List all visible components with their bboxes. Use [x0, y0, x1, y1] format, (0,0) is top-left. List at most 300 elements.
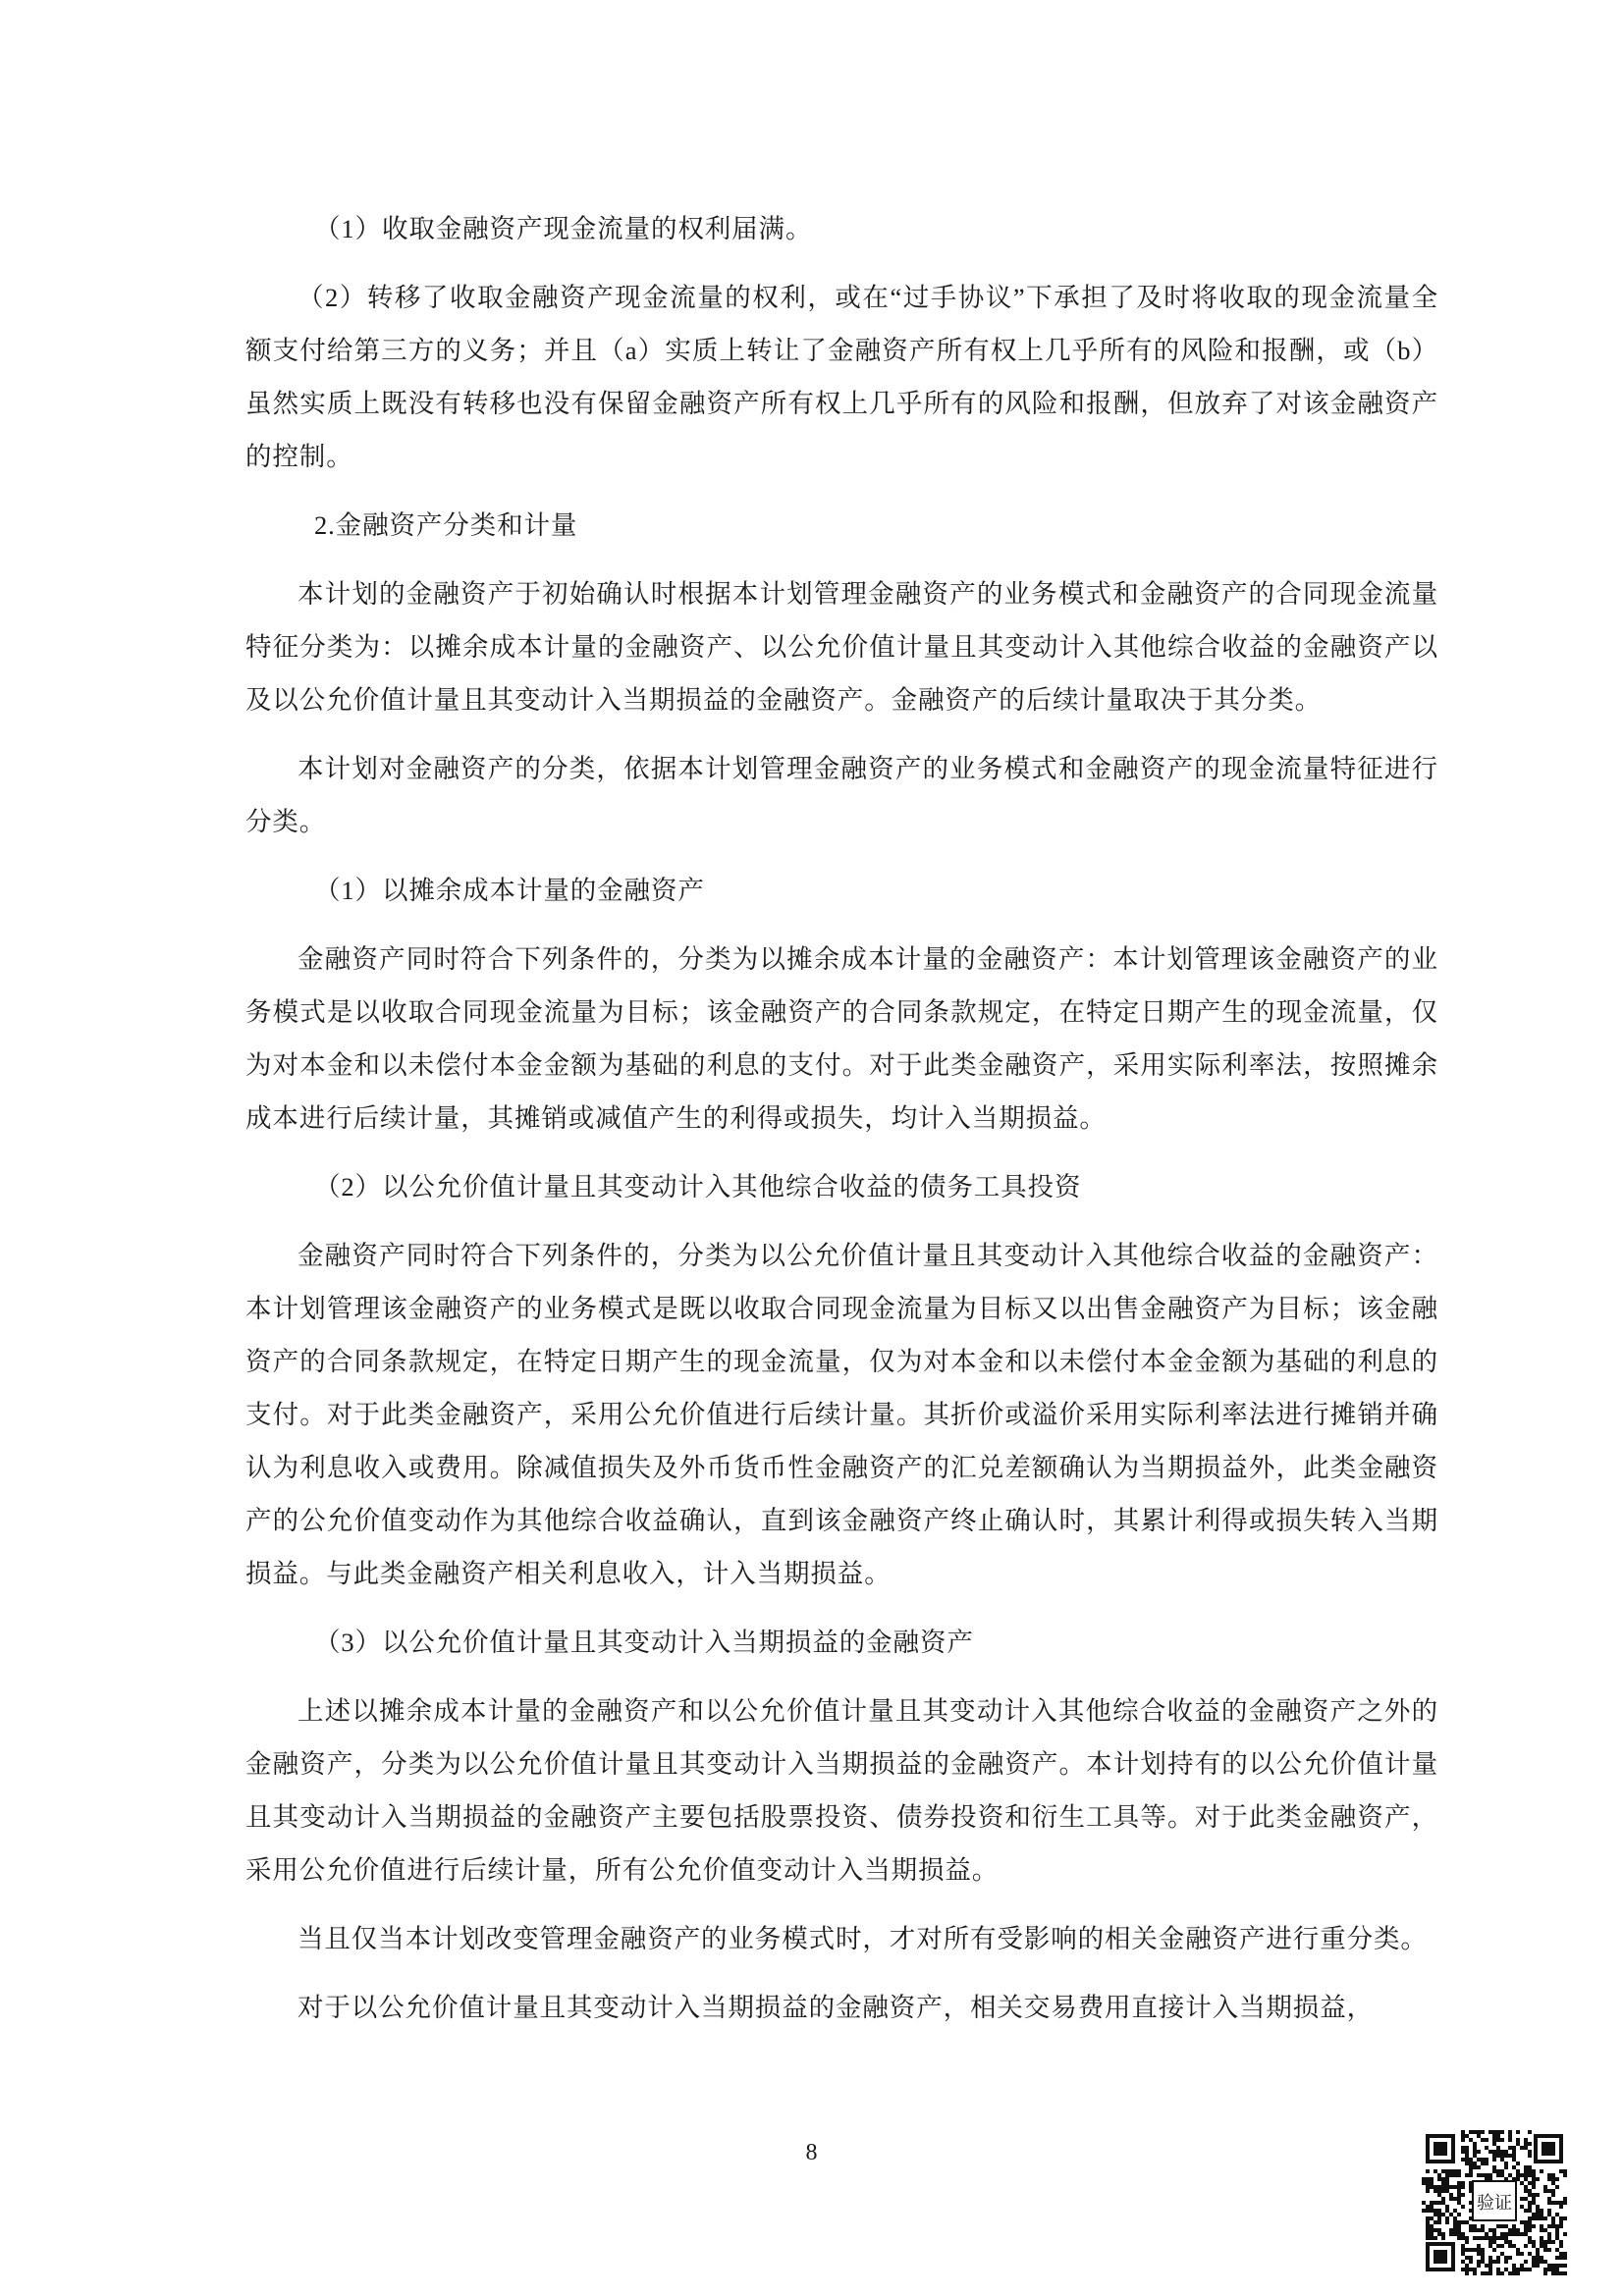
qr-module: [1469, 2224, 1473, 2228]
qr-module: [1555, 2224, 1559, 2228]
qr-module: [1496, 2138, 1500, 2142]
qr-module: [1437, 2177, 1441, 2181]
qr-module: [1426, 2205, 1430, 2209]
qr-module: [1434, 2213, 1437, 2216]
qr-module: [1465, 2220, 1469, 2224]
qr-module: [1532, 2201, 1536, 2205]
qr-module: [1528, 2130, 1532, 2134]
qr-module: [1449, 2169, 1453, 2173]
qr-module: [1492, 2240, 1496, 2244]
qr-module: [1437, 2193, 1441, 2197]
qr-module: [1457, 2213, 1461, 2216]
qr-module: [1547, 2189, 1551, 2193]
qr-module: [1449, 2213, 1453, 2216]
qr-module: [1481, 2271, 1485, 2275]
qr-module: [1543, 2185, 1547, 2189]
qr-module: [1445, 2181, 1449, 2185]
qr-module: [1543, 2189, 1547, 2193]
qr-module: [1508, 2228, 1512, 2232]
body-paragraph: 本计划的金融资产于初始确认时根据本计划管理金融资产的业务模式和金融资产的合同现金流量特征分类为：以摊余成本计量的金融资产、以公允价值计量且其变动计入其他综合收益的金融资产以及以公允价值计量且其变动计入当期损益的金融资产。金融资产的后续计量取决于其分类。: [245, 579, 1438, 715]
qr-module: [1551, 2264, 1555, 2268]
qr-module: [1453, 2185, 1457, 2189]
qr-module: [1528, 2268, 1532, 2271]
qr-module: [1488, 2271, 1492, 2275]
qr-module: [1536, 2260, 1540, 2264]
verification-qr-code[interactable]: [1422, 2130, 1567, 2275]
qr-module: [1441, 2197, 1445, 2201]
list-item-heading: （1）收取金融资产现金流量的权利届满。: [314, 214, 813, 243]
qr-module: [1426, 2224, 1430, 2228]
qr-module: [1469, 2173, 1473, 2177]
qr-module: [1555, 2264, 1559, 2268]
qr-module: [1524, 2197, 1528, 2201]
qr-module: [1540, 2240, 1543, 2244]
qr-module: [1532, 2169, 1536, 2173]
qr-module: [1434, 2220, 1437, 2224]
qr-module: [1430, 2224, 1434, 2228]
qr-module: [1516, 2138, 1520, 2142]
qr-module: [1528, 2228, 1532, 2232]
qr-module: [1441, 2181, 1445, 2185]
qr-module: [1457, 2181, 1461, 2185]
qr-module: [1551, 2268, 1555, 2271]
qr-module: [1551, 2216, 1555, 2220]
qr-module: [1445, 2185, 1449, 2189]
qr-module: [1524, 2232, 1528, 2236]
qr-module: [1563, 2232, 1567, 2236]
subsection-heading: （2）以公允价值计量且其变动计入其他综合收益的债务工具投资: [314, 1172, 1082, 1201]
qr-module: [1508, 2232, 1512, 2236]
qr-module: [1469, 2248, 1473, 2252]
qr-module: [1559, 2216, 1563, 2220]
qr-module: [1477, 2130, 1481, 2134]
qr-module: [1422, 2201, 1426, 2205]
qr-module: [1500, 2224, 1504, 2228]
qr-module: [1457, 2220, 1461, 2224]
qr-module: [1551, 2193, 1555, 2197]
qr-module: [1473, 2248, 1477, 2252]
qr-module: [1536, 2193, 1540, 2197]
qr-module: [1481, 2224, 1485, 2228]
qr-module: [1532, 2256, 1536, 2260]
qr-module: [1520, 2268, 1524, 2271]
qr-module: [1449, 2173, 1453, 2177]
qr-module: [1520, 2197, 1524, 2201]
qr-module: [1520, 2173, 1524, 2177]
qr-module: [1528, 2216, 1532, 2220]
qr-module: [1540, 2244, 1543, 2248]
qr-module: [1485, 2146, 1488, 2150]
qr-module: [1430, 2209, 1434, 2213]
qr-module: [1430, 2205, 1434, 2209]
qr-module: [1547, 2224, 1551, 2228]
qr-module: [1477, 2165, 1481, 2169]
body-paragraph: （2）转移了收取金融资产现金流量的权利，或在“过手协议”下承担了及时将收取的现金流量全额支付给第三方的义务；并且（a）实质上转让了金融资产所有权上几乎所有的风险和报酬，或（b）虽然实质上既没有转移也没有保留金融资产所有权上几乎所有的风险和报酬，但放弃了对该金融资产的控制。: [245, 283, 1438, 471]
qr-module: [1461, 2232, 1465, 2236]
qr-module: [1524, 2224, 1528, 2228]
qr-module: [1532, 2193, 1536, 2197]
qr-module: [1528, 2189, 1532, 2193]
qr-module: [1520, 2264, 1524, 2268]
qr-module: [1528, 2220, 1532, 2224]
qr-module: [1437, 2185, 1441, 2189]
qr-module: [1512, 2264, 1516, 2268]
qr-module: [1473, 2142, 1477, 2146]
qr-module: [1473, 2228, 1477, 2232]
qr-module: [1488, 2256, 1492, 2260]
qr-module: [1441, 2213, 1445, 2216]
qr-module: [1496, 2260, 1500, 2264]
qr-module: [1461, 2146, 1465, 2150]
qr-module: [1532, 2173, 1536, 2177]
qr-module: [1504, 2256, 1508, 2260]
qr-module: [1437, 2189, 1441, 2193]
qr-module: [1563, 2173, 1567, 2177]
qr-module: [1532, 2240, 1536, 2244]
qr-module: [1453, 2220, 1457, 2224]
qr-module: [1445, 2209, 1449, 2213]
qr-module: [1453, 2228, 1457, 2232]
qr-module: [1488, 2240, 1492, 2244]
qr-module: [1445, 2205, 1449, 2209]
qr-module: [1449, 2185, 1453, 2189]
page-number: 8: [805, 2140, 818, 2165]
qr-module: [1477, 2252, 1481, 2256]
qr-module: [1422, 2177, 1426, 2181]
qr-module: [1512, 2158, 1516, 2162]
qr-module: [1485, 2264, 1488, 2268]
qr-module: [1492, 2248, 1496, 2252]
qr-module: [1524, 2220, 1528, 2224]
qr-module: [1481, 2130, 1485, 2134]
qr-module: [1461, 2220, 1465, 2224]
qr-module: [1434, 2209, 1437, 2213]
qr-module: [1551, 2173, 1555, 2177]
qr-module: [1540, 2209, 1543, 2213]
body-paragraph: 本计划对金融资产的分类，依据本计划管理金融资产的业务模式和金融资产的现金流量特征进行分类。: [245, 754, 1438, 836]
qr-module: [1528, 2154, 1532, 2158]
qr-module: [1508, 2244, 1512, 2248]
qr-module: [1485, 2138, 1488, 2142]
qr-module: [1532, 2213, 1536, 2216]
qr-module: [1559, 2201, 1563, 2205]
qr-module: [1524, 2189, 1528, 2193]
qr-finder-bottom-left: [1426, 2242, 1455, 2271]
qr-module: [1426, 2216, 1430, 2220]
qr-module: [1457, 2224, 1461, 2228]
qr-module: [1508, 2138, 1512, 2142]
qr-module: [1536, 2205, 1540, 2209]
qr-module: [1512, 2146, 1516, 2150]
qr-module: [1516, 2232, 1520, 2236]
qr-module: [1496, 2146, 1500, 2150]
qr-module: [1528, 2224, 1532, 2228]
qr-module: [1540, 2216, 1543, 2220]
qr-module: [1477, 2150, 1481, 2154]
qr-module: [1524, 2185, 1528, 2189]
qr-module: [1528, 2209, 1532, 2213]
qr-module: [1437, 2220, 1441, 2224]
qr-module: [1437, 2173, 1441, 2177]
qr-module: [1461, 2134, 1465, 2138]
qr-module: [1528, 2252, 1532, 2256]
qr-module: [1512, 2224, 1516, 2228]
qr-module: [1465, 2150, 1469, 2154]
qr-module: [1488, 2150, 1492, 2154]
qr-module: [1422, 2181, 1426, 2185]
qr-module: [1528, 2169, 1532, 2173]
qr-module: [1461, 2193, 1465, 2197]
qr-module: [1469, 2169, 1473, 2173]
qr-module: [1453, 2232, 1457, 2236]
qr-module: [1477, 2236, 1481, 2240]
qr-module: [1434, 2185, 1437, 2189]
qr-module: [1426, 2236, 1430, 2240]
qr-module: [1469, 2158, 1473, 2162]
qr-module: [1528, 2193, 1532, 2197]
body-paragraph: 金融资产同时符合下列条件的，分类为以公允价值计量且其变动计入其他综合收益的金融资产：本计划管理该金融资产的业务模式是既以收取合同现金流量为目标又以出售金融资产为目标；该金融资产的合同条款规定，在特定日期产生的现金流量，仅为对本金和以未偿付本金金额为基础的利息的支付。对于此类金融资产，采用公允价值进行后续计量。其折价或溢价采用实际利率法进行摊销并确认为利息收入或费用。除减值损失及外币货币性金融资产的汇兑差额确认为当期损益外，此类金融资产的公允价值变动作为其他综合收益确认，直到该金融资产终止确认时，其累计利得或损失转入当期损益。与此类金融资产相关利息收入，计入当期损益。: [245, 1241, 1438, 1588]
qr-module: [1445, 2220, 1449, 2224]
qr-module: [1516, 2268, 1520, 2271]
qr-module: [1536, 2177, 1540, 2181]
qr-module: [1555, 2248, 1559, 2252]
body-paragraph: 上述以摊余成本计量的金融资产和以公允价值计量且其变动计入其他综合收益的金融资产之外的金融资产，分类为以公允价值计量且其变动计入当期损益的金融资产。本计划持有的以公允价值计量且其变动计入当期损益的金融资产主要包括股票投资、债券投资和衍生工具等。对于此类金融资产，采用公允价值进行后续计量，所有公允价值变动计入当期损益。: [245, 1696, 1438, 1885]
qr-module: [1551, 2181, 1555, 2185]
qr-module: [1449, 2232, 1453, 2236]
qr-module: [1437, 2201, 1441, 2205]
qr-module: [1520, 2252, 1524, 2256]
qr-module: [1430, 2177, 1434, 2181]
qr-module: [1430, 2228, 1434, 2232]
qr-module: [1524, 2177, 1528, 2181]
qr-module: [1457, 2201, 1461, 2205]
qr-module: [1473, 2130, 1477, 2134]
qr-module: [1430, 2181, 1434, 2185]
qr-module: [1492, 2236, 1496, 2240]
document-body: [245, 202, 1438, 2050]
qr-module: [1465, 2240, 1469, 2244]
qr-module: [1563, 2201, 1567, 2205]
qr-module: [1543, 2216, 1547, 2220]
qr-module: [1496, 2236, 1500, 2240]
qr-module: [1461, 2185, 1465, 2189]
qr-module: [1508, 2271, 1512, 2275]
qr-module: [1508, 2256, 1512, 2260]
qr-module: [1473, 2165, 1477, 2169]
qr-module: [1524, 2169, 1528, 2173]
qr-module: [1465, 2248, 1469, 2252]
qr-module: [1469, 2228, 1473, 2232]
qr-module: [1520, 2220, 1524, 2224]
qr-module: [1477, 2244, 1481, 2248]
qr-module: [1508, 2130, 1512, 2134]
qr-module: [1551, 2189, 1555, 2193]
qr-module: [1543, 2268, 1547, 2271]
qr-module: [1469, 2165, 1473, 2169]
qr-module: [1492, 2232, 1496, 2236]
qr-module: [1536, 2252, 1540, 2256]
qr-module: [1473, 2162, 1477, 2165]
qr-module: [1504, 2150, 1508, 2154]
qr-module: [1453, 2169, 1457, 2173]
qr-module: [1477, 2248, 1481, 2252]
qr-module: [1547, 2177, 1551, 2181]
qr-module: [1434, 2201, 1437, 2205]
body-paragraph: 金融资产同时符合下列条件的，分类为以摊余成本计量的金融资产：本计划管理该金融资产的业务模式是以收取合同现金流量为目标；该金融资产的合同条款规定，在特定日期产生的现金流量，仅为对本金和以未偿付本金金额为基础的利息的支付。对于此类金融资产，采用实际利率法，按照摊余成本进行后续计量，其摊销或减值产生的利得或损失，均计入当期损益。: [245, 944, 1438, 1133]
qr-module: [1457, 2169, 1461, 2173]
qr-module: [1516, 2248, 1520, 2252]
qr-module: [1437, 2232, 1441, 2236]
qr-module: [1492, 2142, 1496, 2146]
qr-module: [1430, 2232, 1434, 2236]
qr-module: [1465, 2134, 1469, 2138]
qr-module: [1524, 2268, 1528, 2271]
body-paragraph: 对于以公允价值计量且其变动计入当期损益的金融资产，相关交易费用直接计入当期损益，: [298, 1993, 1374, 2022]
qr-module: [1426, 2232, 1430, 2236]
qr-module: [1485, 2236, 1488, 2240]
qr-module: [1547, 2209, 1551, 2213]
qr-module: [1465, 2256, 1469, 2260]
qr-module: [1555, 2177, 1559, 2181]
qr-module: [1536, 2248, 1540, 2252]
qr-module: [1426, 2185, 1430, 2189]
section-heading: 2.金融资产分类和计量: [314, 510, 578, 540]
qr-module: [1555, 2232, 1559, 2236]
qr-module: [1453, 2224, 1457, 2228]
qr-module: [1473, 2154, 1477, 2158]
qr-module: [1516, 2169, 1520, 2173]
qr-module: [1437, 2216, 1441, 2220]
qr-module: [1528, 2236, 1532, 2240]
qr-module: [1492, 2260, 1496, 2264]
qr-module: [1441, 2201, 1445, 2205]
qr-module: [1532, 2216, 1536, 2220]
qr-module: [1512, 2232, 1516, 2236]
qr-module: [1469, 2138, 1473, 2142]
qr-module: [1461, 2260, 1465, 2264]
qr-module: [1524, 2138, 1528, 2142]
qr-module: [1563, 2169, 1567, 2173]
qr-module: [1457, 2173, 1461, 2177]
qr-module: [1481, 2252, 1485, 2256]
qr-module: [1449, 2193, 1453, 2197]
qr-module: [1563, 2216, 1567, 2220]
qr-module: [1516, 2142, 1520, 2146]
qr-module: [1500, 2154, 1504, 2158]
qr-module: [1536, 2216, 1540, 2220]
qr-module: [1461, 2205, 1465, 2209]
qr-module: [1512, 2228, 1516, 2232]
qr-module: [1445, 2189, 1449, 2193]
qr-module: [1540, 2236, 1543, 2240]
qr-module: [1426, 2181, 1430, 2185]
qr-module: [1492, 2169, 1496, 2173]
qr-module: [1492, 2150, 1496, 2154]
qr-module: [1540, 2256, 1543, 2260]
qr-module: [1540, 2228, 1543, 2232]
qr-module: [1437, 2228, 1441, 2232]
qr-module: [1528, 2201, 1532, 2205]
qr-module: [1434, 2228, 1437, 2232]
qr-module: [1465, 2154, 1469, 2158]
qr-module: [1465, 2271, 1469, 2275]
qr-module: [1559, 2271, 1563, 2275]
qr-module: [1457, 2232, 1461, 2236]
qr-module: [1500, 2244, 1504, 2248]
qr-module: [1532, 2260, 1536, 2264]
qr-module: [1512, 2165, 1516, 2169]
qr-module: [1481, 2256, 1485, 2260]
qr-module: [1477, 2264, 1481, 2268]
qr-module: [1555, 2271, 1559, 2275]
qr-module: [1532, 2197, 1536, 2201]
qr-module: [1563, 2264, 1567, 2268]
qr-module: [1488, 2130, 1492, 2134]
qr-module: [1430, 2236, 1434, 2240]
qr-module: [1473, 2236, 1477, 2240]
qr-module: [1524, 2244, 1528, 2248]
qr-module: [1488, 2173, 1492, 2177]
qr-module: [1481, 2260, 1485, 2264]
qr-module: [1457, 2185, 1461, 2189]
qr-module: [1461, 2130, 1465, 2134]
qr-module: [1449, 2197, 1453, 2201]
qr-module: [1492, 2228, 1496, 2232]
qr-module: [1481, 2173, 1485, 2177]
qr-module: [1563, 2252, 1567, 2256]
qr-module: [1477, 2173, 1481, 2177]
qr-module: [1500, 2236, 1504, 2240]
subsection-heading: （1）以摊余成本计量的金融资产: [314, 876, 705, 905]
qr-module: [1500, 2232, 1504, 2236]
qr-module: [1536, 2256, 1540, 2260]
qr-module: [1547, 2232, 1551, 2236]
qr-module: [1528, 2205, 1532, 2209]
qr-module: [1532, 2224, 1536, 2228]
qr-module: [1430, 2216, 1434, 2220]
qr-module: [1496, 2130, 1500, 2134]
qr-module: [1488, 2228, 1492, 2232]
qr-module: [1559, 2220, 1563, 2224]
qr-module: [1496, 2271, 1500, 2275]
qr-module: [1547, 2248, 1551, 2252]
qr-module: [1477, 2134, 1481, 2138]
qr-module: [1488, 2260, 1492, 2264]
qr-module: [1532, 2244, 1536, 2248]
qr-module: [1465, 2264, 1469, 2268]
qr-module: [1488, 2268, 1492, 2271]
qr-module: [1469, 2256, 1473, 2260]
qr-module: [1496, 2268, 1500, 2271]
qr-module: [1520, 2232, 1524, 2236]
qr-module: [1528, 2150, 1532, 2154]
qr-module: [1524, 2228, 1528, 2232]
qr-module: [1500, 2150, 1504, 2154]
qr-module: [1551, 2220, 1555, 2224]
qr-module: [1465, 2158, 1469, 2162]
qr-module: [1481, 2248, 1485, 2252]
qr-module: [1437, 2213, 1441, 2216]
qr-module: [1430, 2185, 1434, 2189]
qr-module: [1457, 2193, 1461, 2197]
qr-module: [1504, 2154, 1508, 2158]
subsection-heading: （3）以公允价值计量且其变动计入当期损益的金融资产: [314, 1628, 974, 1657]
qr-module: [1457, 2189, 1461, 2193]
body-paragraph: 当且仅当本计划改变管理金融资产的业务模式时，才对所有受影响的相关金融资产进行重分类。: [298, 1924, 1428, 1953]
qr-module: [1504, 2165, 1508, 2169]
qr-module: [1453, 2216, 1457, 2220]
qr-module: [1441, 2232, 1445, 2236]
